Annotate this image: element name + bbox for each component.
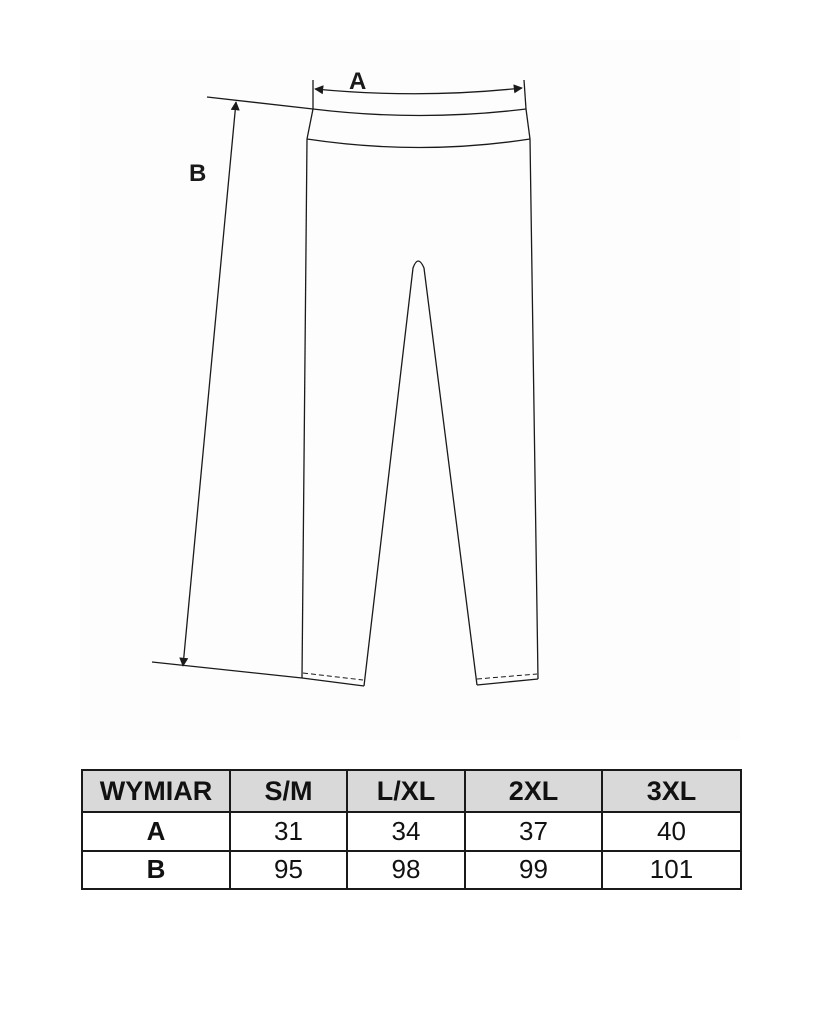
value-cell: 98 [347, 851, 465, 890]
value-cell: 34 [347, 812, 465, 851]
header-cell-size: 2XL [465, 770, 602, 812]
table-row [82, 851, 741, 890]
dimension-a-label: A [349, 68, 367, 95]
dimension-b-label: B [189, 160, 207, 187]
header-cell-dimension: WYMIAR [82, 770, 230, 812]
row-label-cell: B [82, 851, 230, 890]
row-label-cell: A [82, 812, 230, 851]
header-cell-size: S/M [230, 770, 347, 812]
value-cell: 31 [230, 812, 347, 851]
value-cell: 99 [465, 851, 602, 890]
diagram-background [80, 40, 740, 740]
header-cell-size: 3XL [602, 770, 741, 812]
value-cell: 40 [602, 812, 741, 851]
value-cell: 101 [602, 851, 741, 890]
value-cell: 37 [465, 812, 602, 851]
value-cell: 95 [230, 851, 347, 890]
header-cell-size: L/XL [347, 770, 465, 812]
size-chart-table [81, 769, 742, 890]
table-row [82, 812, 741, 851]
size-table-header-row [82, 770, 741, 812]
